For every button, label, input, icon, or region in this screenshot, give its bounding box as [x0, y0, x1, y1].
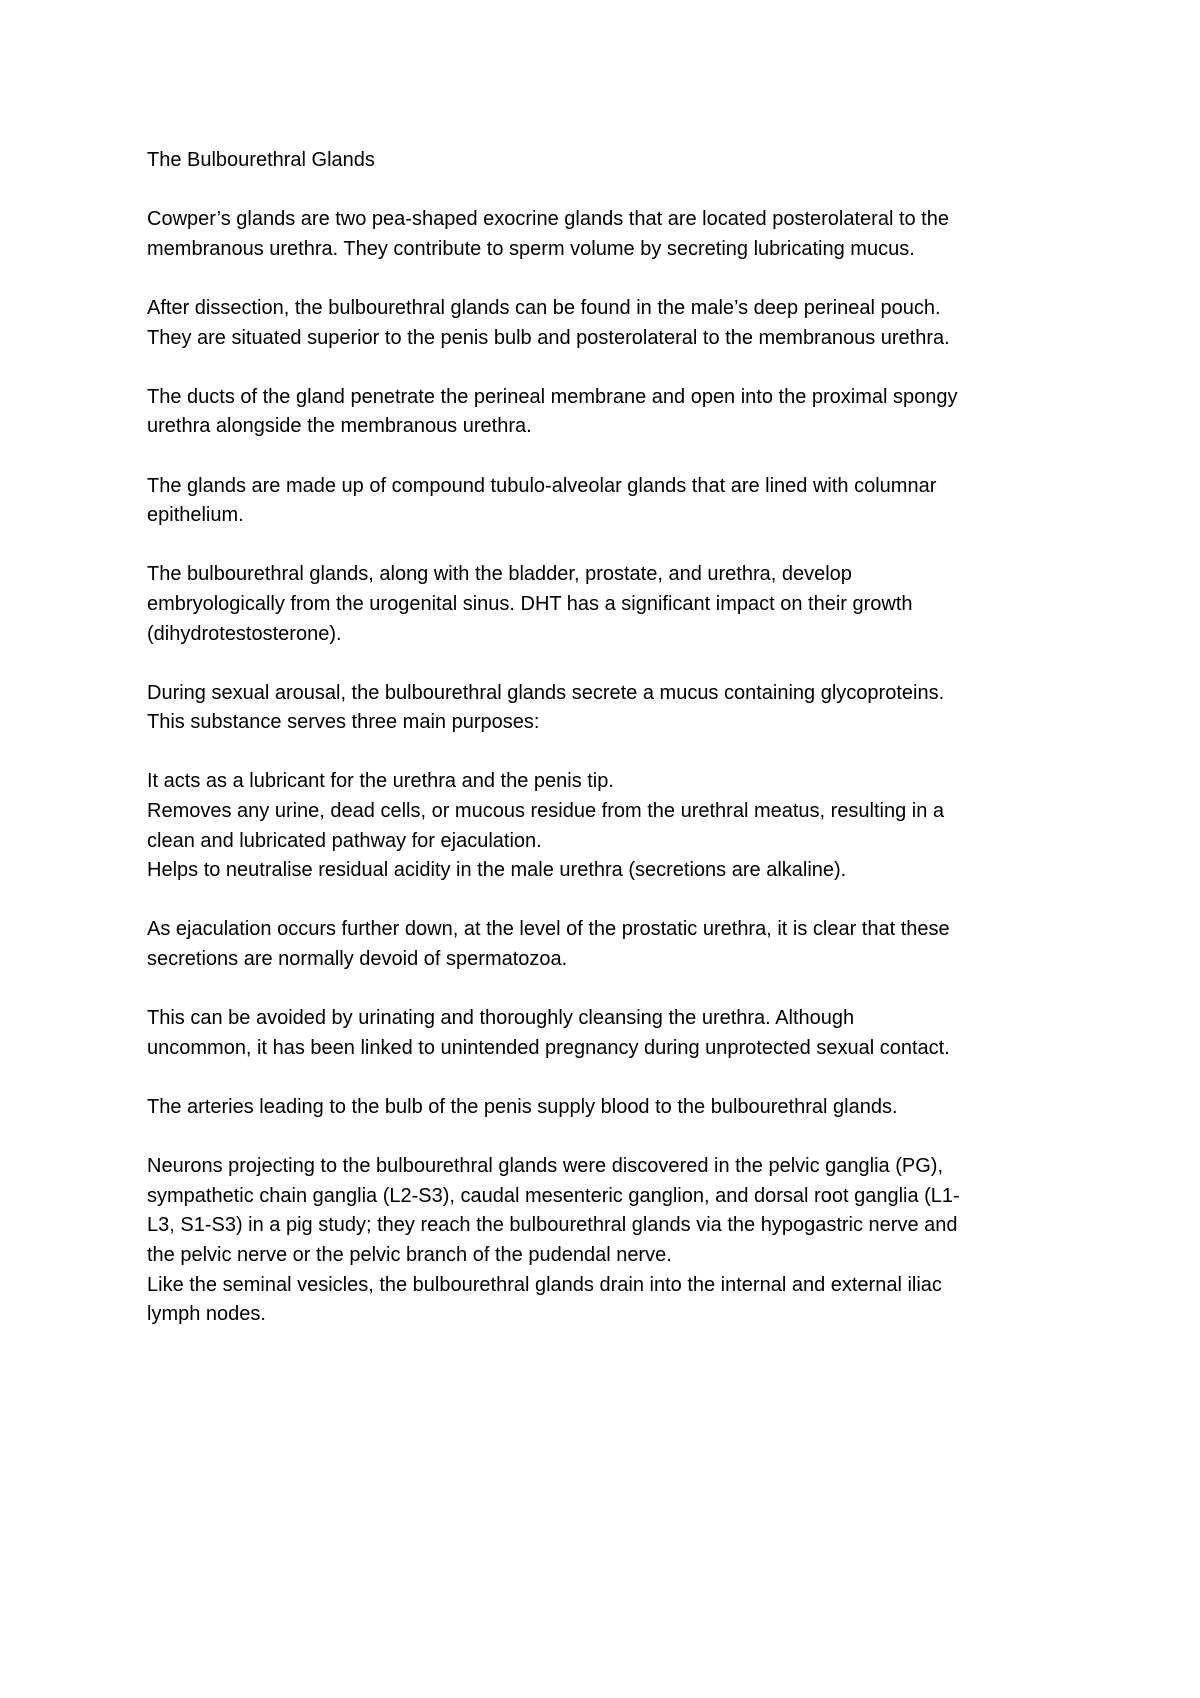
text-line: lymph nodes.	[147, 1303, 266, 1326]
paragraph	[147, 205, 1077, 264]
document-body	[147, 205, 1077, 1330]
text-line: As ejaculation occurs further down, at the level of the prostatic urethra, it is clear that these	[147, 918, 950, 941]
text-line: Removes any urine, dead cells, or mucous residue from the urethral meatus, resulting in a	[147, 800, 945, 823]
paragraph	[147, 1004, 1077, 1063]
paragraph	[147, 294, 1077, 353]
paragraph	[147, 767, 1077, 885]
title-text: The Bulbourethral Glands	[147, 149, 375, 171]
text-line: (dihydrotestosterone).	[147, 622, 342, 645]
text-line: L3, S1-S3) in a pig study; they reach the bulbourethral glands via the hypogastric nerve and	[147, 1214, 958, 1237]
text-line: The glands are made up of compound tubulo-alveolar glands that are lined with columnar	[147, 474, 937, 497]
document-title	[147, 146, 1077, 176]
paragraph	[147, 560, 1077, 649]
text-line: During sexual arousal, the bulbourethral glands secrete a mucus containing glycoproteins.	[147, 681, 945, 704]
text-line: membranous urethra. They contribute to sperm volume by secreting lubricating mucus.	[147, 237, 915, 260]
text-line: The arteries leading to the bulb of the penis supply blood to the bulbourethral glands.	[147, 1096, 898, 1118]
text-line: They are situated superior to the penis bulb and posterolateral to the membranous urethra.	[147, 326, 950, 349]
text-line: the pelvic nerve or the pelvic branch of the pudendal nerve.	[147, 1243, 672, 1266]
paragraph	[147, 1093, 1077, 1123]
paragraph	[147, 383, 1077, 442]
paragraph	[147, 472, 1077, 531]
text-line: Like the seminal vesicles, the bulbourethral glands drain into the internal and external iliac	[147, 1273, 942, 1296]
text-line: The ducts of the gland penetrate the perineal membrane and open into the proximal spongy	[147, 385, 958, 408]
text-line: This substance serves three main purposes:	[147, 711, 540, 734]
text-line: Cowper’s glands are two pea-shaped exocrine glands that are located posterolateral to the	[147, 208, 949, 231]
document-page	[147, 146, 1077, 1359]
text-line: clean and lubricated pathway for ejaculation.	[147, 829, 542, 852]
text-line: The bulbourethral glands, along with the bladder, prostate, and urethra, develop	[147, 563, 852, 586]
text-line: Helps to neutralise residual acidity in the male urethra (secretions are alkaline).	[147, 859, 847, 882]
text-line: Neurons projecting to the bulbourethral glands were discovered in the pelvic ganglia (PG),	[147, 1155, 944, 1178]
text-line: secretions are normally devoid of spermatozoa.	[147, 948, 568, 971]
text-line: embryologically from the urogenital sinus. DHT has a significant impact on their growth	[147, 592, 913, 615]
paragraph	[147, 915, 1077, 974]
paragraph	[147, 1152, 1077, 1330]
text-line: urethra alongside the membranous urethra.	[147, 415, 532, 438]
text-line: sympathetic chain ganglia (L2-S3), caudal mesenteric ganglion, and dorsal root ganglia (L1-	[147, 1184, 960, 1207]
text-line: uncommon, it has been linked to unintended pregnancy during unprotected sexual contact.	[147, 1036, 950, 1059]
text-line: epithelium.	[147, 504, 244, 527]
paragraph	[147, 679, 1077, 738]
text-line: It acts as a lubricant for the urethra and the penis tip.	[147, 770, 614, 793]
text-line: After dissection, the bulbourethral glands can be found in the male’s deep perineal pouch.	[147, 296, 941, 319]
text-line: This can be avoided by urinating and thoroughly cleansing the urethra. Although	[147, 1007, 855, 1030]
